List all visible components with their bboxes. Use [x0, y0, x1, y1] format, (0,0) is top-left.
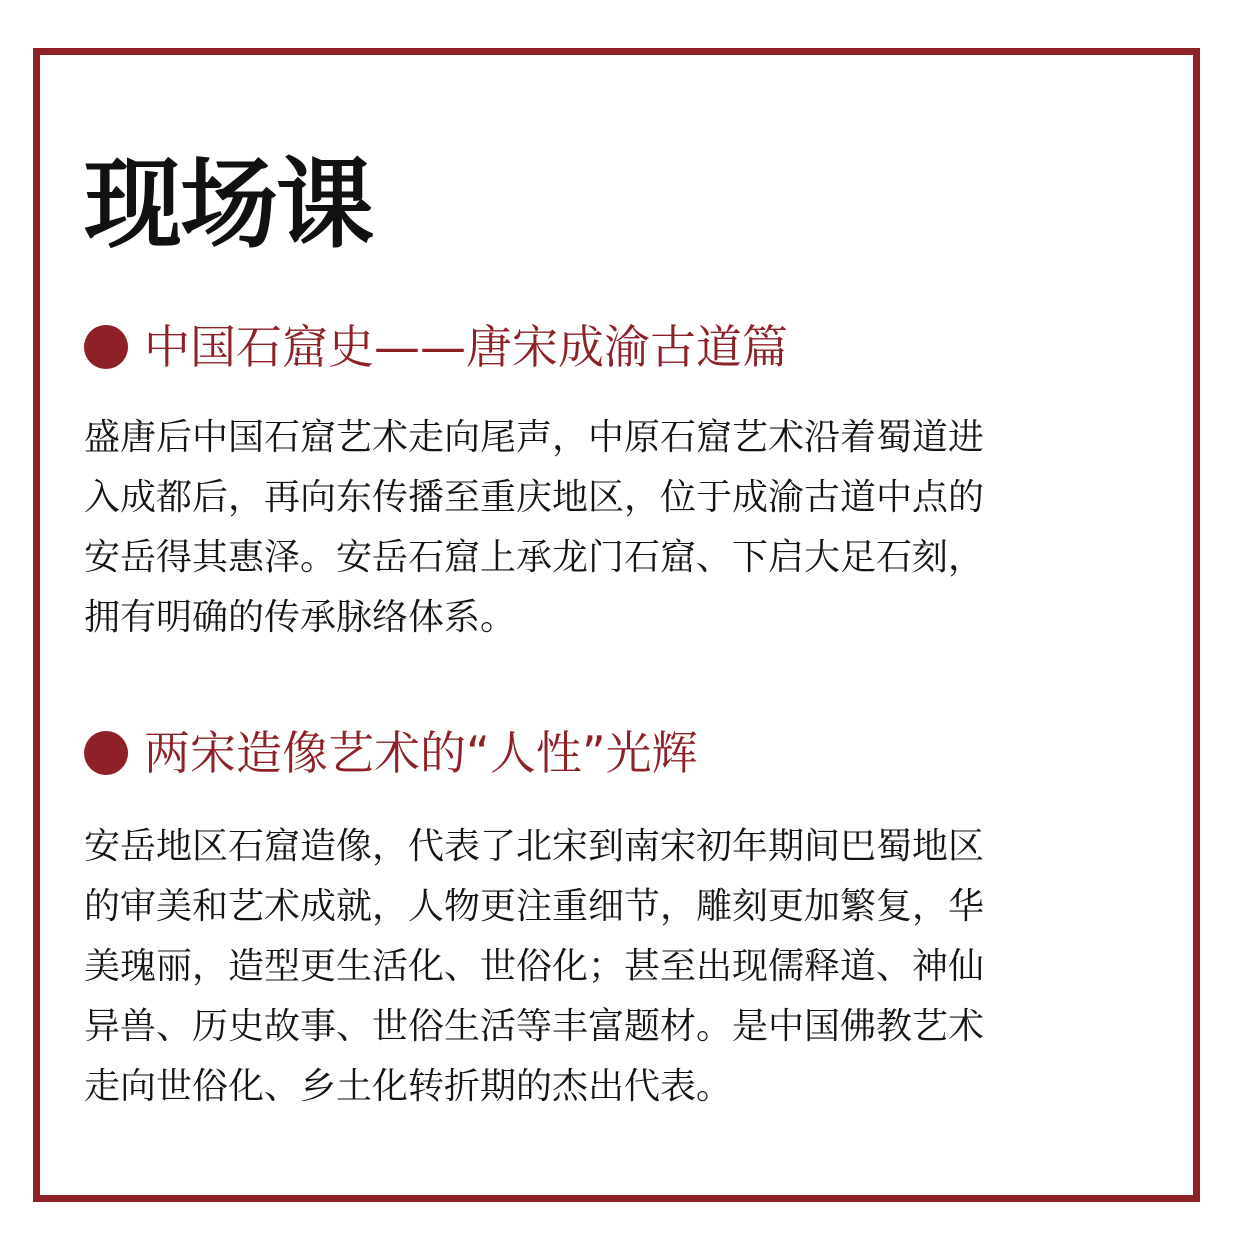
- body-line: 美瑰丽，造型更生活化、世俗化；甚至出现儒释道、神仙: [84, 946, 985, 987]
- body-line: 的审美和艺术成就，人物更注重细节，雕刻更加繁复，华: [84, 886, 985, 927]
- bullet-dot-icon: [84, 731, 128, 775]
- body-line: 安岳地区石窟造像，代表了北宋到南宋初年期间巴蜀地区: [84, 826, 985, 867]
- section-body-stone-cave-history: [84, 408, 1084, 648]
- section-body-song-statue-art: [84, 817, 1084, 1117]
- body-line: 安岳得其惠泽。安岳石窟上承龙门石窟、下启大足石刻，: [84, 537, 985, 578]
- section-heading-text: 两宋造像艺术的“人性”光辉: [144, 726, 698, 780]
- bullet-dot-icon: [84, 325, 128, 369]
- body-line: 走向世俗化、乡土化转折期的杰出代表。: [84, 1066, 733, 1107]
- body-line: 拥有明确的传承脉络体系。: [84, 597, 517, 638]
- body-line: 入成都后，再向东传播至重庆地区，位于成渝古道中点的: [84, 477, 985, 518]
- body-line: 盛唐后中国石窟艺术走向尾声，中原石窟艺术沿着蜀道进: [84, 417, 985, 458]
- section-heading-song-statue-art: [84, 723, 698, 783]
- section-heading-text: 中国石窟史——唐宋成渝古道篇: [144, 320, 788, 374]
- body-line: 异兽、历史故事、世俗生活等丰富题材。是中国佛教艺术: [84, 1006, 985, 1047]
- page-title: 现场课: [84, 147, 373, 262]
- section-heading-stone-cave-history: [84, 317, 788, 377]
